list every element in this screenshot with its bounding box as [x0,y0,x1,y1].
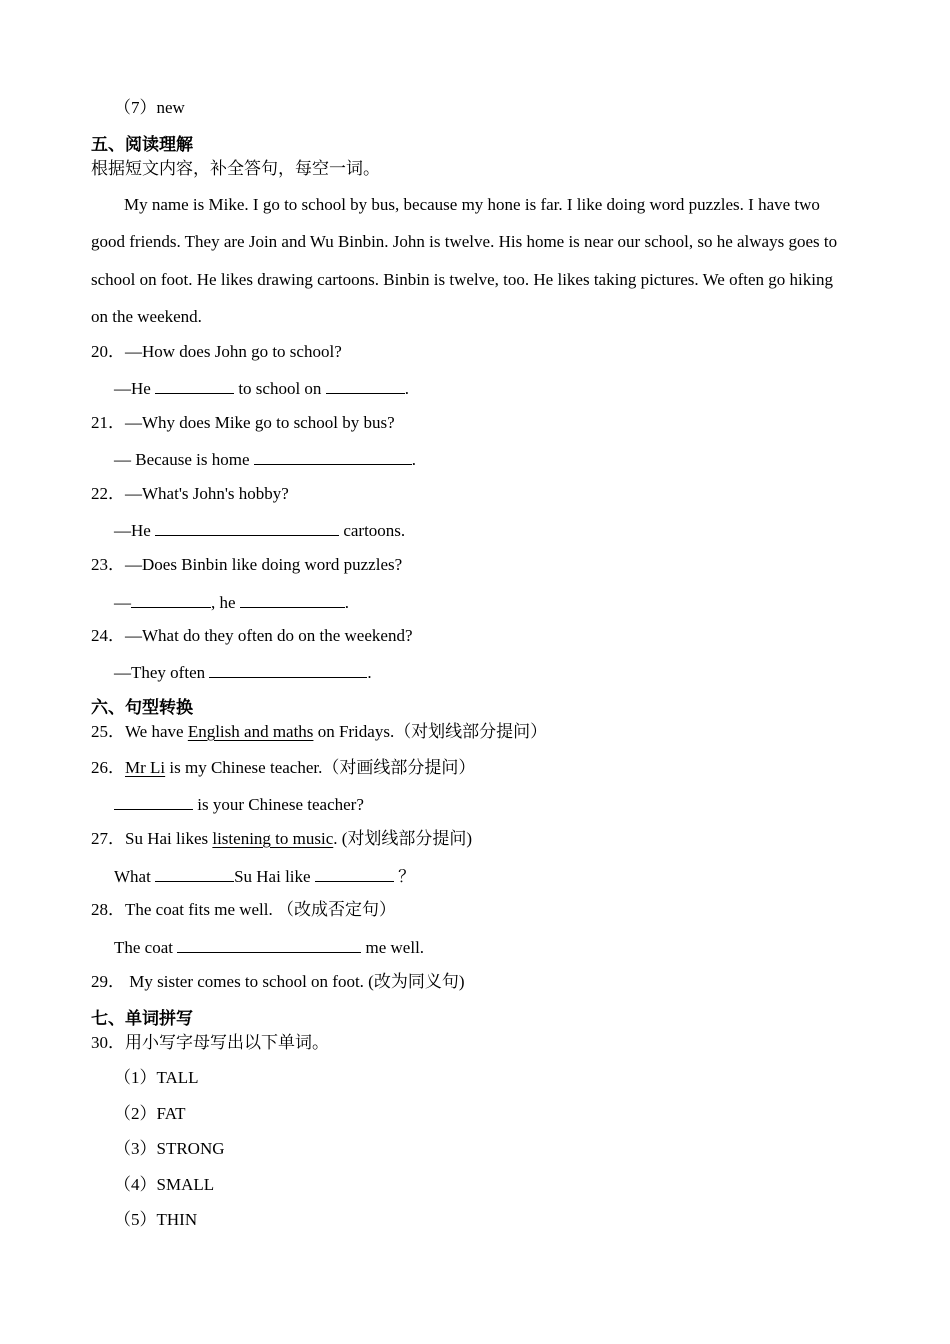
answer-text: me well. [361,938,425,957]
word-item: （5）THIN [114,1210,198,1229]
answer-text: , he [211,593,240,612]
question-text: on Fridays.（对划线部分提问） [313,722,548,741]
question-26 [91,758,475,778]
question-text: —Does Binbin like doing word puzzles? [125,555,403,574]
answer-text: Su Hai like [234,867,315,886]
question-24 [91,626,413,646]
answer-text: . [367,663,372,682]
answer-28 [114,936,424,958]
item-7: （7）new [114,98,185,117]
underlined-phrase: listening to music [212,829,334,848]
answer-blank[interactable] [114,793,193,810]
word-item: （4）SMALL [114,1175,215,1194]
question-text: The coat fits me well. （改成否定句） [125,900,397,919]
question-text: is my Chinese teacher.（对画线部分提问） [165,758,476,777]
answer-text: —He [114,521,156,540]
answer-blank[interactable] [131,591,211,608]
answer-blank[interactable] [254,448,412,465]
question-number: 25． [91,722,125,741]
question-27 [91,829,472,849]
question-text: Su Hai likes [125,829,213,848]
question-number: 28． [91,900,125,919]
word-item: （3）STRONG [114,1139,225,1158]
question-text: —What's John's hobby? [125,484,289,503]
question-number: 23． [91,555,125,574]
answer-text: What [114,867,156,886]
answer-23 [114,591,349,613]
section-5-instruction: 根据短文内容，补全答句，每空一词。 [91,159,380,178]
answer-blank[interactable] [155,865,234,882]
word-item: （1）TALL [114,1068,199,1087]
answer-text: . [411,450,416,469]
question-number: 21． [91,413,125,432]
question-text: —What do they often do on the weekend? [125,626,413,645]
answer-text: —He [114,379,156,398]
answer-text: is your Chinese teacher? [193,795,364,814]
underlined-phrase: Mr Li [125,758,166,777]
question-28 [91,900,396,920]
answer-27 [114,865,415,887]
answer-blank[interactable] [155,377,234,394]
answer-blank[interactable] [209,661,367,678]
answer-blank[interactable] [326,377,405,394]
answer-text: . [344,593,350,612]
answer-text: . [404,379,409,398]
question-number: 20． [91,342,125,361]
answer-20 [114,377,409,399]
reading-passage: My name is Mike. I go to school by bus, because my hone is far. I like doing word puzzles. I have two good friends. They are Join and Wu Binbin. John is twelve. His home is near our school, so he always goes to school on foot. He likes drawing cartoons. Binbin is twelve, too. He likes taking pictures. We often go hiking on the weekend. [91,195,838,326]
answer-blank[interactable] [155,519,339,536]
question-text: We have [125,722,188,741]
question-text: . (对划线部分提问) [333,829,473,848]
answer-text: to school on [234,379,326,398]
question-30 [91,1033,329,1053]
word-item: （2）FAT [114,1104,186,1123]
answer-text: —They often [114,663,210,682]
answer-text: cartoons. [339,521,406,540]
question-23 [91,555,402,575]
question-number: 30． [91,1033,125,1052]
question-text: —Why does Mike go to school by bus? [125,413,395,432]
answer-blank[interactable] [315,865,394,882]
answer-text: — [114,593,131,612]
answer-blank[interactable] [177,936,361,953]
answer-text: — Because is home [114,450,254,469]
section-7-heading: 七、单词拼写 [91,1009,193,1029]
answer-blank[interactable] [240,591,345,608]
question-text: My sister comes to school on foot. (改为同义句) [125,972,465,991]
question-number: 26． [91,758,125,777]
section-5-heading: 五、阅读理解 [91,135,193,155]
question-21 [91,413,395,433]
answer-22 [114,519,405,541]
underlined-phrase: English and maths [187,722,314,741]
question-number: 27． [91,829,125,848]
answer-21 [114,448,416,470]
question-29 [91,972,465,992]
question-25 [91,722,547,742]
question-number: 22． [91,484,125,503]
question-text: —How does John go to school? [125,342,342,361]
section-6-heading: 六、句型转换 [91,698,193,718]
answer-text: ？ [393,867,416,886]
question-number: 24． [91,626,125,645]
question-20 [91,342,342,362]
answer-26 [114,793,364,815]
question-22 [91,484,289,504]
question-text: 用小写字母写出以下单词。 [125,1033,329,1052]
answer-24 [114,661,372,683]
question-number: 29． [91,972,125,991]
answer-text: The coat [114,938,178,957]
